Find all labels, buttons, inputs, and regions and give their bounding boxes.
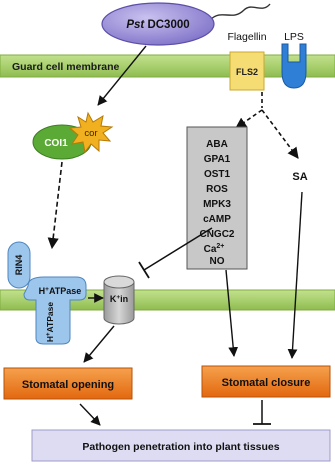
flagellin-label: Flagellin bbox=[227, 31, 267, 43]
membrane-label: Guard cell membrane bbox=[12, 61, 120, 73]
cor-label: cor bbox=[84, 128, 98, 139]
signal-item: GPA1 bbox=[203, 154, 231, 165]
signal-item: CNGC2 bbox=[199, 229, 235, 240]
stomatal-opening-label: Stomatal opening bbox=[21, 379, 115, 391]
atpase-vertical-label: H+ATPase bbox=[45, 301, 55, 343]
potassium-channel-top bbox=[104, 276, 134, 288]
arrow-kin-to-opening bbox=[84, 326, 114, 362]
kin-label: K+in bbox=[109, 294, 129, 304]
pathogen-label: Pst DC3000 bbox=[126, 19, 190, 31]
lps-label: LPS bbox=[284, 31, 304, 43]
signal-item: cAMP bbox=[203, 214, 231, 225]
lps-receptor-icon bbox=[282, 44, 306, 88]
coi1-label: COI1 bbox=[44, 138, 68, 149]
branch-to-sa bbox=[262, 110, 298, 158]
arrow-opening-to-outcome bbox=[80, 404, 100, 425]
signal-item: ROS bbox=[206, 184, 228, 195]
signal-item: ABA bbox=[206, 139, 228, 150]
branch-to-signals bbox=[236, 110, 262, 128]
signal-item: MPK3 bbox=[203, 199, 231, 210]
flagellum-icon bbox=[210, 4, 270, 20]
arrow-coi1-to-atpase bbox=[52, 162, 62, 248]
arrow-sa-to-closure bbox=[292, 192, 302, 358]
atpase-label: H+ATPase bbox=[38, 286, 82, 296]
rin4-label: RIN4 bbox=[14, 254, 24, 276]
sa-label: SA bbox=[292, 171, 308, 183]
signal-item: OST1 bbox=[203, 169, 231, 180]
calcium-item: $Ca^{2+}$ bbox=[203, 243, 225, 255]
signal-item: NO bbox=[209, 256, 225, 267]
outcome-label: Pathogen penetration into plant tissues bbox=[82, 441, 280, 453]
fls2-label: FLS2 bbox=[235, 67, 259, 77]
inhibit-bar bbox=[139, 262, 149, 278]
stomatal-closure-label: Stomatal closure bbox=[221, 377, 311, 389]
arrow-signals-to-closure bbox=[226, 270, 234, 356]
